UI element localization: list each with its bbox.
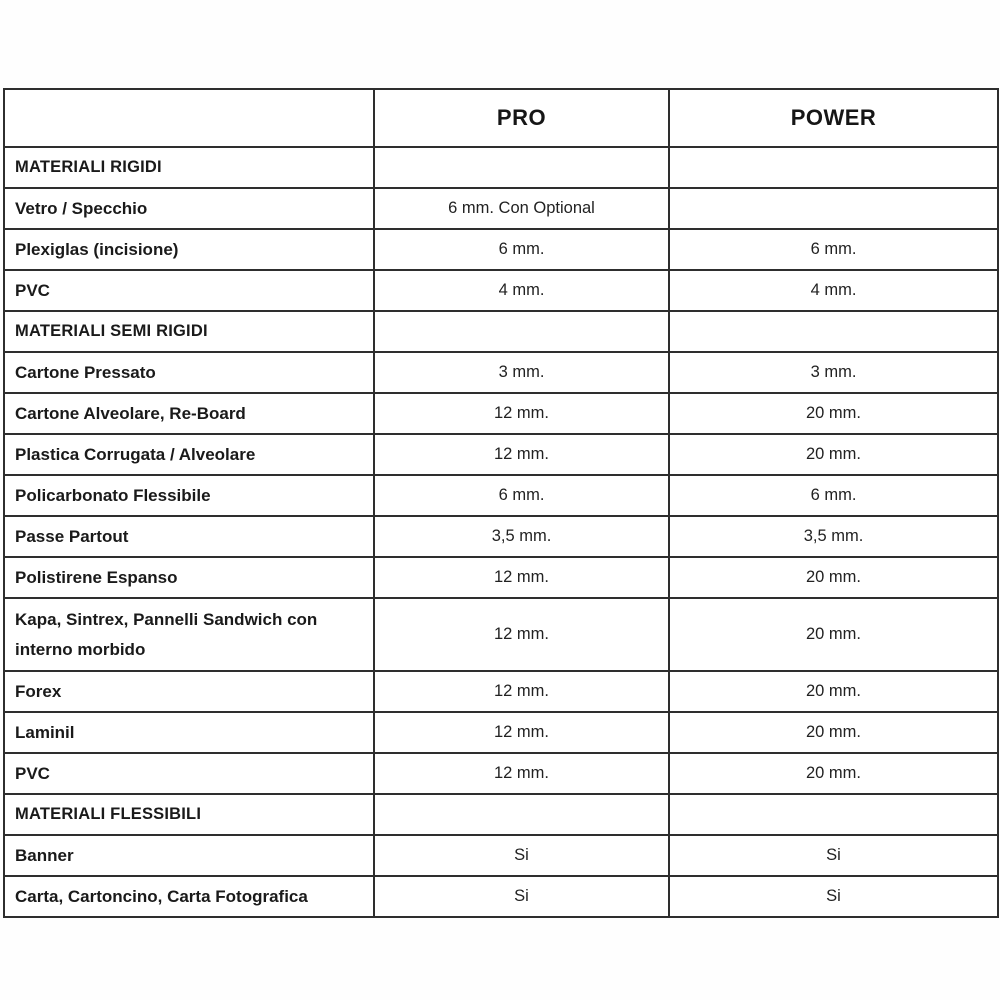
power-value: Si	[669, 876, 998, 917]
row-label: Plexiglas (incisione)	[4, 229, 374, 270]
power-value: 20 mm.	[669, 712, 998, 753]
power-value: 20 mm.	[669, 671, 998, 712]
pro-value	[374, 147, 669, 188]
table-row	[4, 434, 998, 475]
row-label: Vetro / Specchio	[4, 188, 374, 229]
table-row	[4, 229, 998, 270]
table-row	[4, 671, 998, 712]
power-value	[669, 188, 998, 229]
power-value: 3,5 mm.	[669, 516, 998, 557]
table-row	[4, 393, 998, 434]
pro-value: 12 mm.	[374, 598, 669, 671]
row-label: MATERIALI FLESSIBILI	[4, 794, 374, 835]
pro-value: Si	[374, 835, 669, 876]
power-value: Si	[669, 835, 998, 876]
table-row	[4, 475, 998, 516]
table-row	[4, 598, 998, 671]
section-row	[4, 147, 998, 188]
pro-value: 12 mm.	[374, 434, 669, 475]
power-value: 20 mm.	[669, 598, 998, 671]
row-label: PVC	[4, 753, 374, 794]
pro-value: 12 mm.	[374, 557, 669, 598]
power-value	[669, 147, 998, 188]
row-label: Polistirene Espanso	[4, 557, 374, 598]
pro-value	[374, 311, 669, 352]
row-label: PVC	[4, 270, 374, 311]
section-row	[4, 794, 998, 835]
section-row	[4, 311, 998, 352]
row-label: Banner	[4, 835, 374, 876]
power-value	[669, 794, 998, 835]
row-label: Laminil	[4, 712, 374, 753]
pro-value: 4 mm.	[374, 270, 669, 311]
power-value	[669, 311, 998, 352]
table-row	[4, 557, 998, 598]
pro-value: 12 mm.	[374, 671, 669, 712]
power-value: 20 mm.	[669, 434, 998, 475]
power-value: 20 mm.	[669, 393, 998, 434]
table-row	[4, 876, 998, 917]
power-value: 6 mm.	[669, 475, 998, 516]
pro-value	[374, 794, 669, 835]
power-value: 20 mm.	[669, 753, 998, 794]
row-label: Cartone Alveolare, Re-Board	[4, 393, 374, 434]
pro-value: 6 mm. Con Optional	[374, 188, 669, 229]
row-label: Carta, Cartoncino, Carta Fotografica	[4, 876, 374, 917]
pro-value: 12 mm.	[374, 393, 669, 434]
table-row	[4, 270, 998, 311]
row-label: Cartone Pressato	[4, 352, 374, 393]
row-label: MATERIALI RIGIDI	[4, 147, 374, 188]
row-label: Forex	[4, 671, 374, 712]
header-row	[4, 89, 998, 147]
power-value: 20 mm.	[669, 557, 998, 598]
table-row	[4, 352, 998, 393]
header-power: POWER	[669, 89, 998, 147]
row-label: Plastica Corrugata / Alveolare	[4, 434, 374, 475]
header-empty-cell	[4, 89, 374, 147]
row-label: Policarbonato Flessibile	[4, 475, 374, 516]
table-row	[4, 188, 998, 229]
pro-value: 6 mm.	[374, 475, 669, 516]
pro-value: 3,5 mm.	[374, 516, 669, 557]
pro-value: 3 mm.	[374, 352, 669, 393]
pro-value: 12 mm.	[374, 753, 669, 794]
header-pro: PRO	[374, 89, 669, 147]
table-body	[4, 147, 998, 917]
power-value: 6 mm.	[669, 229, 998, 270]
table-row	[4, 835, 998, 876]
table-row	[4, 516, 998, 557]
power-value: 4 mm.	[669, 270, 998, 311]
pro-value: Si	[374, 876, 669, 917]
pro-value: 12 mm.	[374, 712, 669, 753]
materials-comparison-table	[3, 88, 999, 918]
power-value: 3 mm.	[669, 352, 998, 393]
row-label: MATERIALI SEMI RIGIDI	[4, 311, 374, 352]
table-row	[4, 712, 998, 753]
row-label: Kapa, Sintrex, Pannelli Sandwich con interno morbido	[4, 598, 374, 671]
pro-value: 6 mm.	[374, 229, 669, 270]
row-label: Passe Partout	[4, 516, 374, 557]
table-row	[4, 753, 998, 794]
